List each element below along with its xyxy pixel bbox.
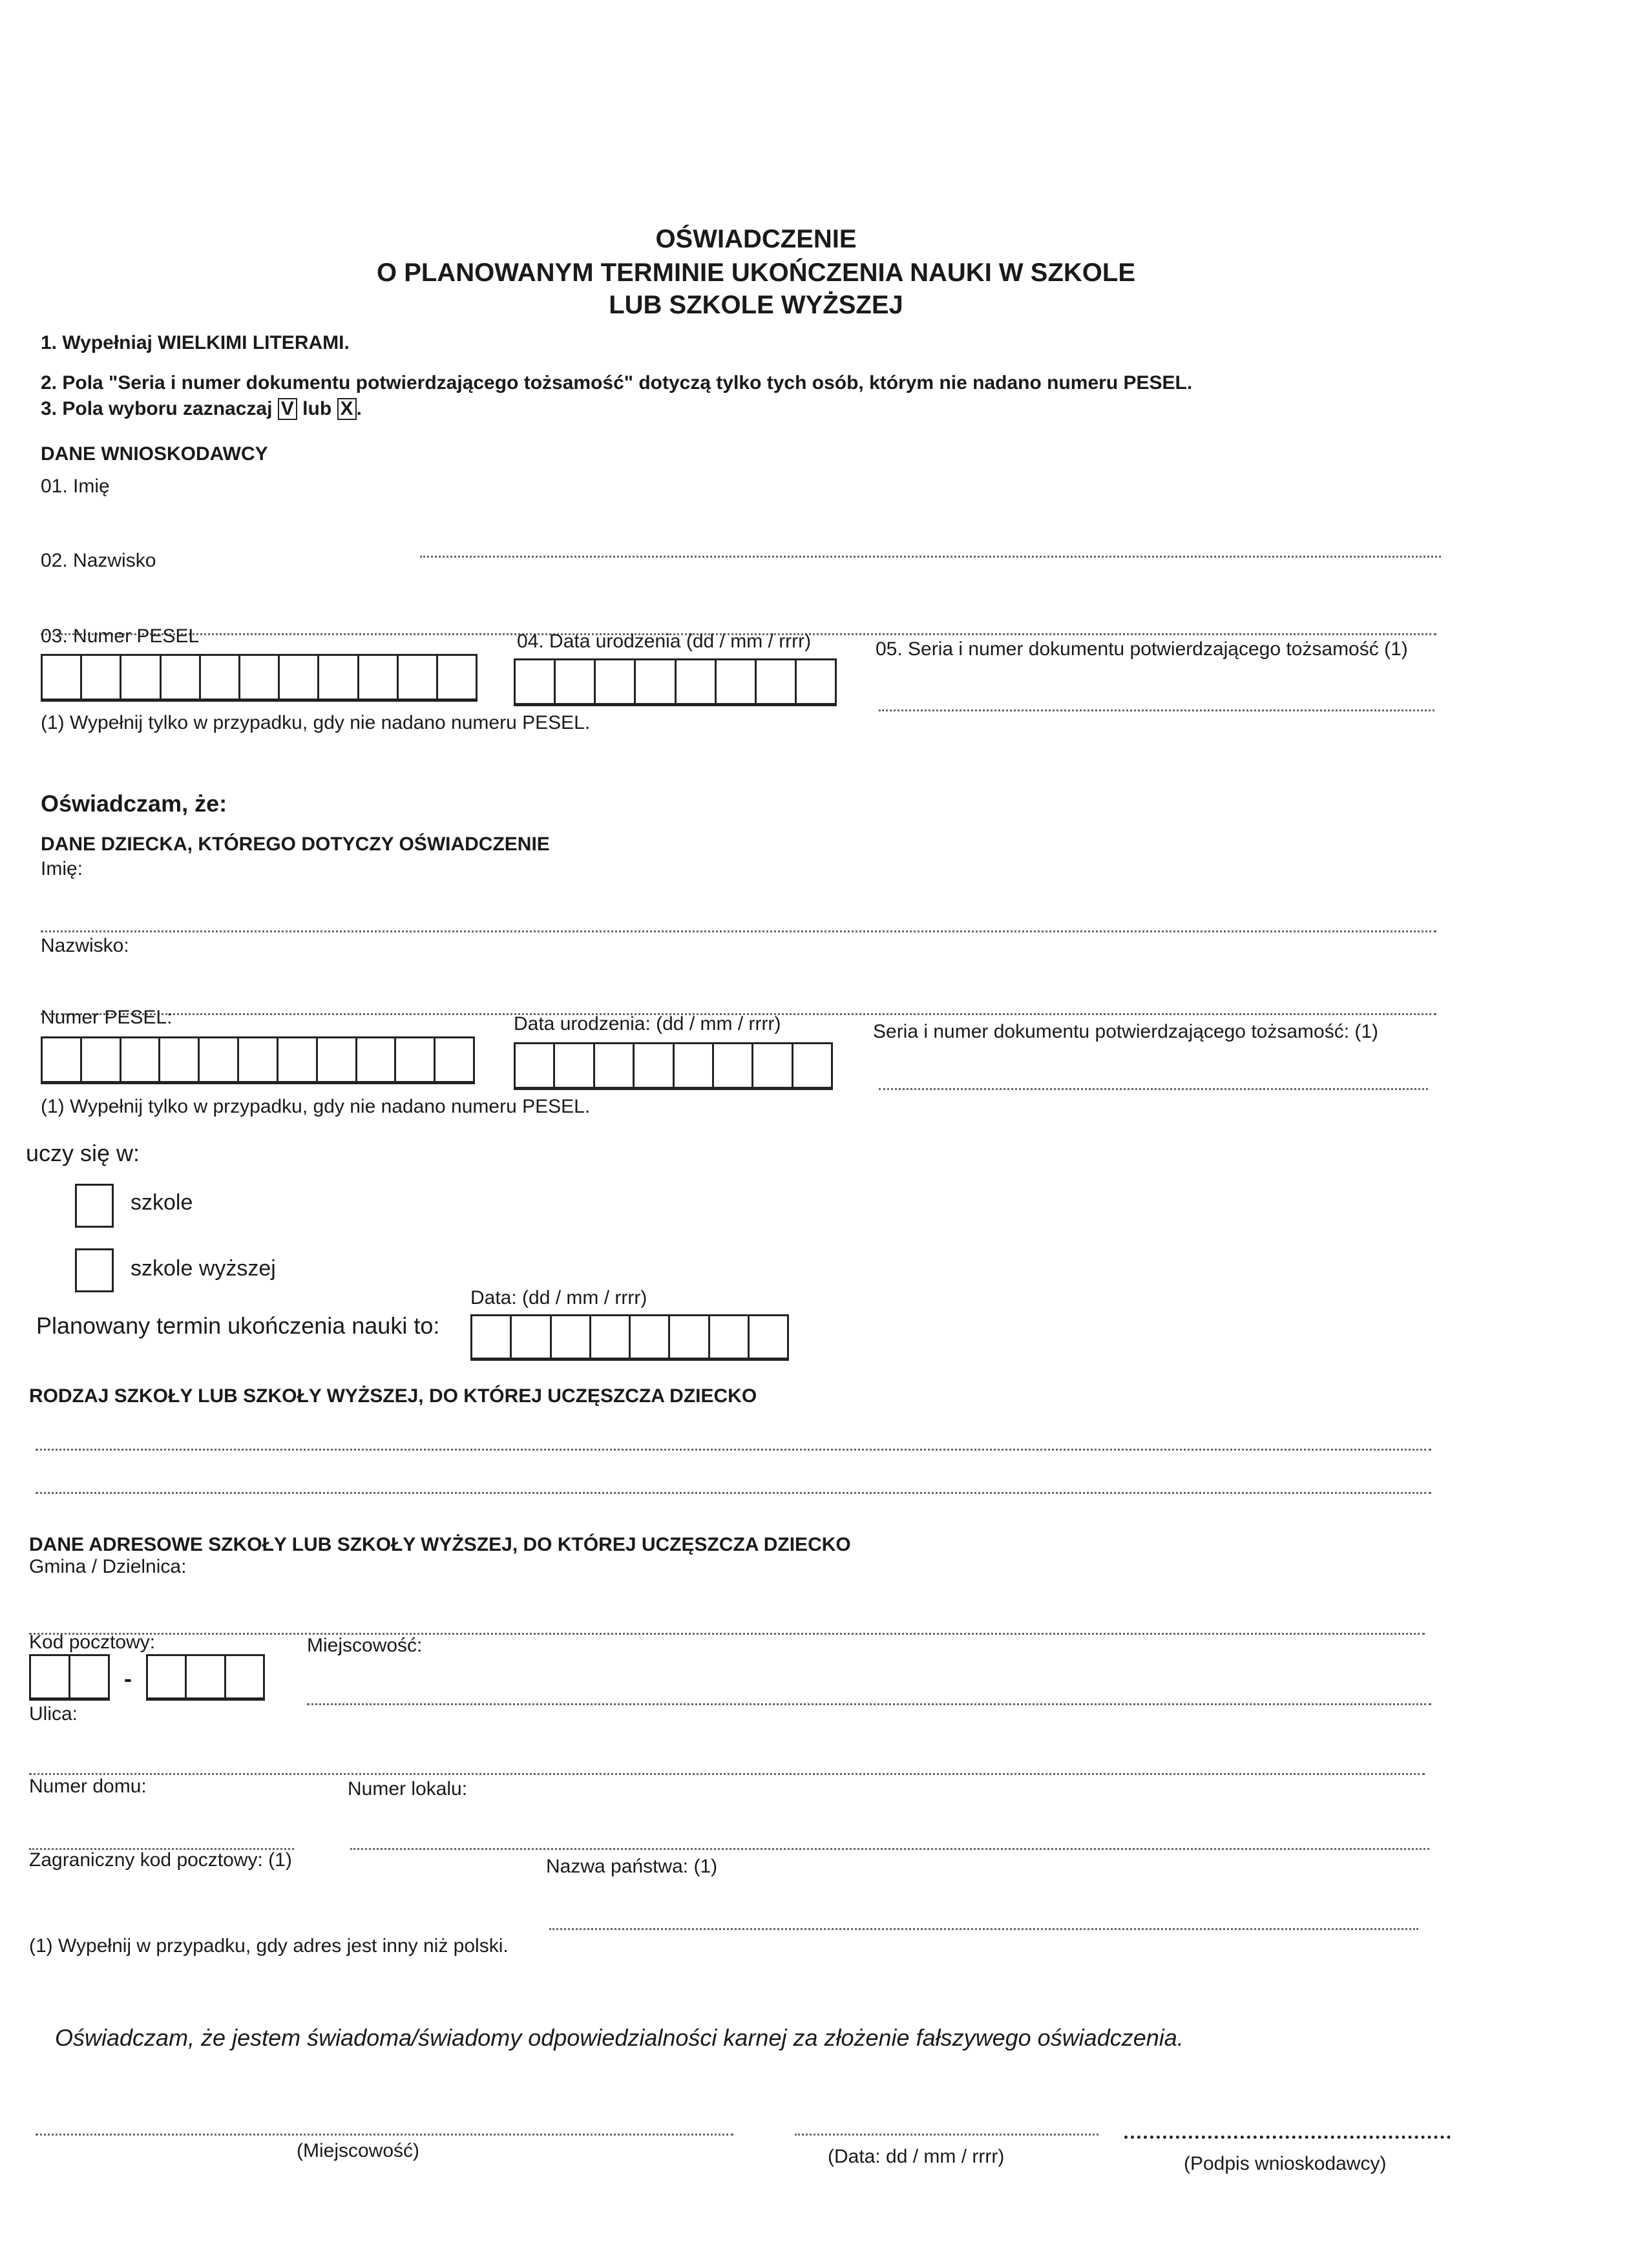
instruction-3-text: 3. Pola wyboru zaznaczaj	[41, 398, 273, 419]
digit-cell[interactable]	[596, 660, 636, 703]
digit-cell[interactable]	[200, 1038, 239, 1081]
child-footnote: (1) Wypełnij tylko w przypadku, gdy nie nadano numeru PESEL.	[41, 1096, 591, 1117]
instruction-2: 2. Pola "Seria i numer dokumentu potwierdzającego tożsamość" dotyczą tylko tych osób, którym nie nadano numeru PESEL.	[41, 372, 1193, 394]
instruction-1: 1. Wypełniaj WIELKIMI LITERAMI.	[41, 332, 350, 353]
planned-end-label: Planowany termin ukończenia nauki to:	[36, 1312, 440, 1339]
digit-cell[interactable]	[675, 1044, 714, 1087]
child-id-doc-field[interactable]	[879, 1088, 1428, 1090]
digit-cell[interactable]	[160, 1038, 200, 1081]
digit-cell[interactable]	[359, 656, 399, 698]
form-title-line3: LUB SZKOLE WYŻSZEJ	[609, 291, 903, 319]
date-caption: (Data: dd / mm / rrrr)	[828, 2146, 1005, 2167]
digit-cell[interactable]	[436, 1038, 473, 1081]
child-heading: DANE DZIECKA, KTÓREGO DOTYCZY OŚWIADCZENIE	[41, 834, 550, 855]
digit-cell[interactable]	[240, 656, 280, 698]
digit-cell[interactable]	[636, 660, 676, 703]
postal-code-part1-boxes[interactable]	[29, 1654, 110, 1701]
study-label: uczy się w:	[26, 1140, 140, 1166]
digit-cell[interactable]	[82, 656, 121, 698]
digit-cell[interactable]	[631, 1316, 670, 1358]
digit-cell[interactable]	[239, 1038, 278, 1081]
digit-cell[interactable]	[714, 1044, 753, 1087]
flat-number-label: Numer lokalu:	[348, 1778, 468, 1800]
commune-field[interactable]	[29, 1633, 1425, 1635]
digit-cell[interactable]	[399, 656, 438, 698]
place-field[interactable]	[36, 2134, 733, 2136]
digit-cell[interactable]	[516, 1044, 555, 1087]
digit-cell[interactable]	[280, 656, 319, 698]
v-mark-example: V	[278, 398, 297, 420]
digit-cell[interactable]	[226, 1656, 263, 1697]
digit-cell[interactable]	[472, 1316, 512, 1358]
applicant-birth-date-label: 04. Data urodzenia (dd / mm / rrrr)	[517, 631, 812, 652]
city-field[interactable]	[307, 1703, 1431, 1705]
street-label: Ulica:	[29, 1703, 78, 1725]
address-footnote: (1) Wypełnij w przypadku, gdy adres jest inny niż polski.	[29, 1935, 509, 1957]
digit-cell[interactable]	[753, 1044, 793, 1087]
city-label: Miejscowość:	[307, 1635, 423, 1656]
digit-cell[interactable]	[82, 1038, 121, 1081]
child-birth-date-boxes[interactable]	[514, 1042, 833, 1090]
commune-label: Gmina / Dzielnica:	[29, 1556, 187, 1577]
x-mark-example: X	[337, 398, 357, 420]
applicant-last-name-label: 02. Nazwisko	[41, 550, 156, 571]
flat-number-field[interactable]	[350, 1848, 1429, 1850]
applicant-pesel-label: 03. Numer PESEL	[41, 625, 200, 647]
university-option-label: szkole wyższej	[131, 1256, 276, 1281]
digit-cell[interactable]	[757, 660, 797, 703]
place-caption: (Miejscowość)	[297, 2140, 420, 2161]
child-id-doc-label: Seria i numer dokumentu potwierdzającego tożsamość: (1)	[873, 1021, 1379, 1042]
applicant-first-name-label: 01. Imię	[41, 476, 110, 497]
digit-cell[interactable]	[31, 1656, 70, 1697]
digit-cell[interactable]	[793, 1044, 831, 1087]
child-pesel-label: Numer PESEL:	[41, 1007, 173, 1028]
signature-field[interactable]	[1124, 2136, 1451, 2139]
foreign-postal-code-label: Zagraniczny kod pocztowy: (1)	[29, 1849, 292, 1871]
instruction-3	[41, 398, 362, 420]
digit-cell[interactable]	[635, 1044, 674, 1087]
postal-code-label: Kod pocztowy:	[29, 1632, 156, 1653]
digit-cell[interactable]	[677, 660, 717, 703]
digit-cell[interactable]	[162, 656, 201, 698]
country-label: Nazwa państwa: (1)	[546, 1856, 718, 1877]
digit-cell[interactable]	[357, 1038, 397, 1081]
address-heading: DANE ADRESOWE SZKOŁY LUB SZKOŁY WYŻSZEJ, DO KTÓREJ UCZĘSZCZA DZIECKO	[29, 1534, 851, 1555]
digit-cell[interactable]	[43, 1038, 82, 1081]
form-title-line1: OŚWIADCZENIE	[655, 225, 857, 253]
digit-cell[interactable]	[595, 1044, 635, 1087]
applicant-pesel-boxes[interactable]	[41, 654, 478, 702]
postal-code-part2-boxes[interactable]	[146, 1654, 265, 1701]
instruction-3-or: lub	[302, 398, 332, 419]
digit-cell[interactable]	[319, 656, 359, 698]
digit-cell[interactable]	[710, 1316, 750, 1358]
digit-cell[interactable]	[670, 1316, 709, 1358]
declare-heading: Oświadczam, że:	[41, 790, 227, 817]
digit-cell[interactable]	[797, 660, 835, 703]
digit-cell[interactable]	[552, 1316, 591, 1358]
child-birth-date-label: Data urodzenia: (dd / mm / rrrr)	[514, 1013, 781, 1034]
house-number-label: Numer domu:	[29, 1776, 147, 1797]
digit-cell[interactable]	[121, 1038, 161, 1081]
applicant-footnote: (1) Wypełnij tylko w przypadku, gdy nie nadano numeru PESEL.	[41, 712, 591, 733]
digit-cell[interactable]	[717, 660, 757, 703]
signature-caption: (Podpis wnioskodawcy)	[1184, 2153, 1387, 2174]
digit-cell[interactable]	[556, 660, 596, 703]
school-type-heading: RODZAJ SZKOŁY LUB SZKOŁY WYŻSZEJ, DO KTÓREJ UCZĘSZCZA DZIECKO	[29, 1385, 757, 1407]
date-field[interactable]	[795, 2134, 1098, 2136]
country-field[interactable]	[549, 1928, 1418, 1930]
child-last-name-label: Nazwisko:	[41, 935, 129, 956]
digit-cell[interactable]	[121, 656, 161, 698]
digit-cell[interactable]	[43, 656, 82, 698]
digit-cell[interactable]	[318, 1038, 357, 1081]
applicant-heading: DANE WNIOSKODAWCY	[41, 443, 268, 465]
street-field[interactable]	[29, 1773, 1425, 1775]
applicant-birth-date-boxes[interactable]	[514, 658, 837, 706]
applicant-first-name-field[interactable]	[420, 556, 1441, 558]
digit-cell[interactable]	[70, 1656, 108, 1697]
applicant-id-doc-field[interactable]	[879, 709, 1434, 711]
instruction-3-end: .	[356, 398, 362, 419]
school-type-field-line1[interactable]	[36, 1449, 1431, 1451]
digit-cell[interactable]	[201, 656, 240, 698]
digit-cell[interactable]	[148, 1656, 187, 1697]
child-first-name-label: Imię:	[41, 858, 83, 879]
digit-cell[interactable]	[516, 660, 556, 703]
digit-cell[interactable]	[187, 1656, 226, 1697]
applicant-id-doc-label: 05. Seria i numer dokumentu potwierdzającego tożsamość (1)	[876, 638, 1408, 660]
digit-cell[interactable]	[591, 1316, 631, 1358]
school-type-field-line2[interactable]	[36, 1492, 1431, 1494]
child-first-name-field[interactable]	[41, 930, 1436, 932]
form-title-line2: O PLANOWANYM TERMINIE UKOŃCZENIA NAUKI W SZKOLE	[376, 258, 1136, 287]
child-pesel-boxes[interactable]	[41, 1036, 475, 1084]
digit-cell[interactable]	[438, 656, 476, 698]
digit-cell[interactable]	[512, 1316, 551, 1358]
postal-code-dash: -	[124, 1665, 132, 1692]
planned-end-date-boxes[interactable]	[470, 1314, 789, 1361]
digit-cell[interactable]	[396, 1038, 436, 1081]
school-checkbox[interactable]	[75, 1184, 114, 1228]
liability-statement: Oświadczam, że jestem świadoma/świadomy odpowiedzialności karnej za złożenie fałszywego oświadczenia.	[55, 2024, 1184, 2051]
digit-cell[interactable]	[555, 1044, 594, 1087]
digit-cell[interactable]	[750, 1316, 787, 1358]
planned-end-date-label: Data: (dd / mm / rrrr)	[470, 1287, 647, 1308]
digit-cell[interactable]	[278, 1038, 318, 1081]
school-option-label: szkole	[131, 1190, 193, 1215]
university-checkbox[interactable]	[75, 1248, 114, 1292]
